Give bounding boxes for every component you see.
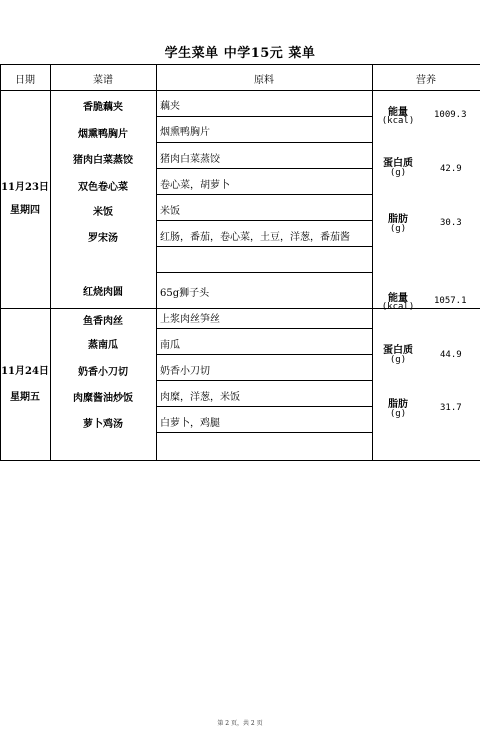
dish-name: 鱼香肉丝: [83, 316, 123, 327]
ingredient-text: 65g狮子头: [160, 288, 210, 299]
nutrition-value: 30.3: [440, 218, 462, 228]
page-footer: 第 2 页，共 2 页: [217, 720, 263, 727]
ingredient-text: 红肠，番茄，卷心菜，土豆，洋葱，番茄酱: [160, 232, 350, 243]
ingredient-text: 烟熏鸭胸片: [160, 127, 210, 138]
nutrition-unit: (g): [389, 224, 407, 234]
menu-table: [0, 64, 480, 461]
ingredient-text: 米饭: [160, 206, 180, 217]
nutrition-value: 44.9: [440, 350, 462, 360]
nutrition-label: 脂肪: [388, 214, 408, 225]
menu-title: 学生菜单 中学15元 菜单: [164, 46, 316, 61]
nutrition-unit: (g): [389, 168, 407, 178]
nutrition-value: 42.9: [440, 164, 462, 174]
day-weekday: 星期五: [10, 392, 40, 403]
day-date: 11月24日: [1, 366, 49, 377]
nutrition-unit: (g): [389, 355, 407, 365]
day-date: 11月23日: [1, 182, 49, 193]
dish-name: 罗宋汤: [88, 233, 118, 244]
ingredient-text: 奶香小刀切: [160, 366, 210, 377]
header-date: 日期: [15, 75, 35, 86]
dish-name: 米饭: [93, 207, 113, 218]
ingredient-text: 藕夹: [160, 101, 180, 112]
dish-name: 红烧肉圆: [83, 287, 123, 298]
dish-name: 猪肉白菜蒸饺: [73, 155, 133, 166]
nutrition-unit: (kcal): [381, 302, 415, 312]
ingredient-text: 肉糜，洋葱，米饭: [160, 392, 240, 403]
dish-name: 奶香小刀切: [78, 367, 128, 378]
dish-name: 肉糜酱油炒饭: [73, 393, 133, 404]
header-nutrition: 营养: [416, 75, 436, 86]
nutrition-value: 31.7: [440, 403, 462, 413]
nutrition-value: 1057.1: [434, 296, 467, 306]
dish-name: 萝卜鸡汤: [83, 419, 123, 430]
ingredient-text: 上浆肉丝笋丝: [160, 314, 220, 325]
nutrition-label: 蛋白质: [383, 345, 413, 356]
nutrition-value: 1009.3: [434, 110, 467, 120]
day-weekday: 星期四: [10, 205, 40, 216]
nutrition-label: 能量: [388, 293, 408, 304]
header-menu: 菜谱: [93, 75, 113, 86]
ingredient-text: 猪肉白菜蒸饺: [160, 154, 220, 165]
dish-name: 蒸南瓜: [88, 340, 118, 351]
ingredient-text: 南瓜: [160, 340, 180, 351]
nutrition-label: 蛋白质: [383, 158, 413, 169]
dish-name: 烟熏鸭胸片: [78, 129, 128, 140]
dish-name: 双色卷心菜: [78, 182, 128, 193]
nutrition-label: 脂肪: [388, 399, 408, 410]
dish-name: 香脆藕夹: [83, 102, 123, 113]
ingredient-text: 白萝卜，鸡腿: [160, 418, 220, 429]
header-ingredients: 原料: [254, 75, 274, 86]
nutrition-unit: (g): [389, 409, 407, 419]
nutrition-label: 能量: [388, 107, 408, 118]
ingredient-text: 卷心菜，胡萝卜: [160, 180, 230, 191]
nutrition-unit: (kcal): [381, 116, 415, 126]
